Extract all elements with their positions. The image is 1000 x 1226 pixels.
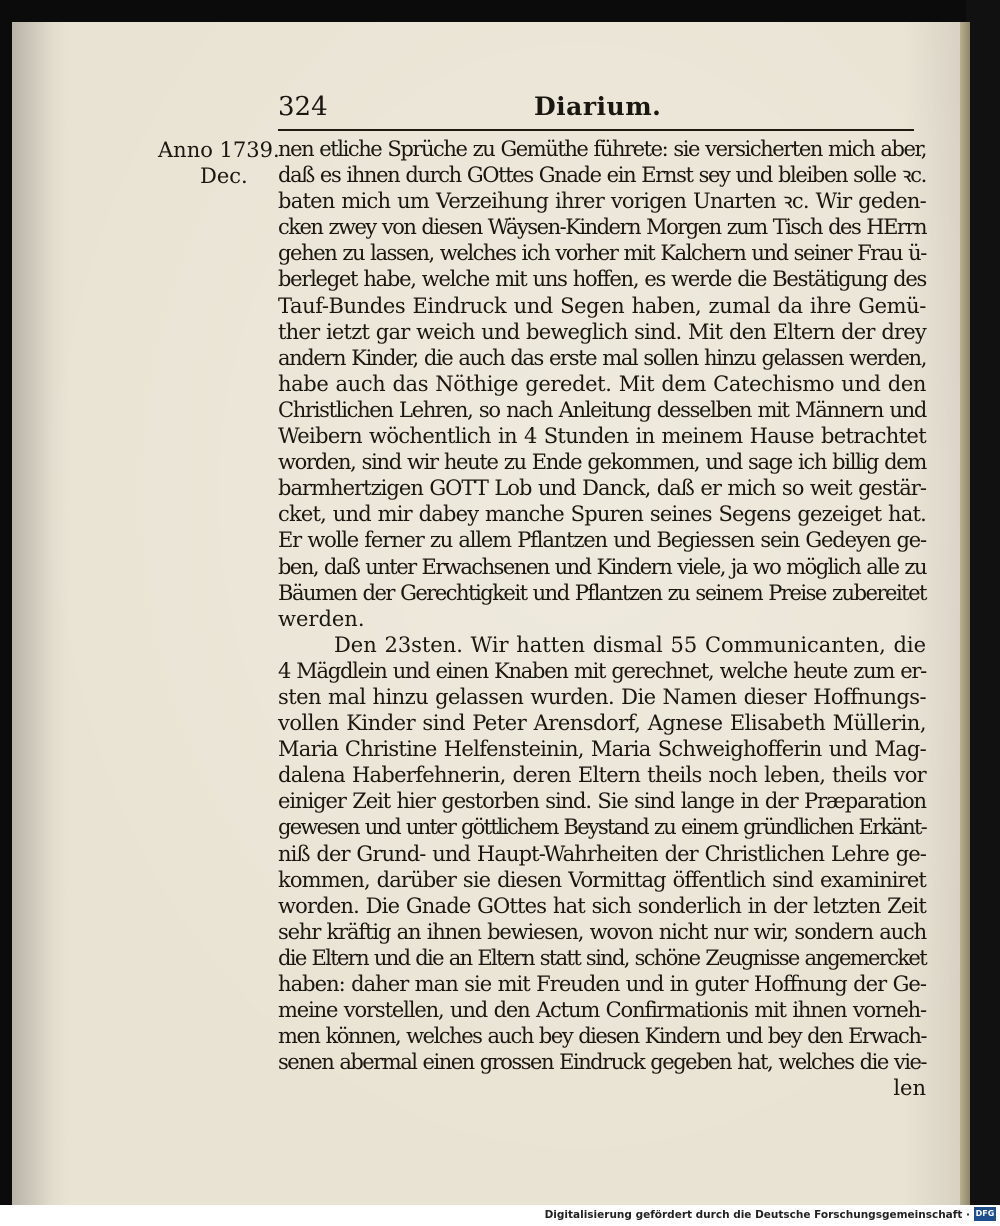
text-line: die Eltern und die an Eltern statt sind, schöne Zeugnisse angemercket bbox=[278, 945, 926, 970]
digitization-credit: Digitalisierung gefördert durch die Deutsche Forschungsgemeinschaft · bbox=[544, 1209, 970, 1221]
text-line: werden. bbox=[278, 606, 365, 631]
scan-border-top bbox=[0, 0, 1000, 22]
text-line: gewesen und unter göttlichem Beystand zu einem gründlichen Erkänt- bbox=[278, 815, 926, 840]
text-line: andern Kinder, die auch das erste mal sollen hinzu gelassen werden, bbox=[278, 345, 926, 370]
text-line: gehen zu lassen, welches ich vorher mit Kalchern und seiner Frau ü- bbox=[278, 241, 926, 266]
gutter-shadow bbox=[12, 22, 52, 1205]
text-line: men können, welches auch bey diesen Kindern und bey den Erwach- bbox=[278, 1024, 926, 1049]
text-line: meine vorstellen, und den Actum Confirmationis mit ihnen vorneh- bbox=[278, 998, 926, 1023]
text-line: Weibern wöchentlich in 4 Stunden in meinem Hause betrachtet bbox=[278, 424, 926, 449]
text-line: ben, daß unter Erwachsenen und Kindern viele, ja wo möglich alle zu bbox=[278, 554, 926, 579]
text-line: cket, und mir dabey manche Spuren seines Segens gezeiget hat. bbox=[278, 502, 926, 527]
text-line: einiger Zeit hier gestorben sind. Sie sind lange in der Præparation bbox=[278, 789, 926, 814]
text-line: Tauf-Bundes Eindruck und Segen haben, zumal da ihre Gemü- bbox=[278, 293, 926, 318]
text-line: vollen Kinder sind Peter Arensdorf, Agnese Elisabeth Müllerin, bbox=[278, 711, 926, 736]
text-line: worden. Die Gnade GOttes hat sich sonderlich in der letzten Zeit bbox=[278, 893, 926, 918]
text-line: 4 Mägdlein und einen Knaben mit gerechnet, welche heute zum er- bbox=[278, 658, 926, 683]
text-line: sehr kräftig an ihnen bewiesen, wovon nicht nur wir, sondern auch bbox=[278, 919, 926, 944]
text-line: ther ietzt gar weich und beweglich sind. Mit den Eltern der drey bbox=[278, 319, 926, 344]
text-line: nen etliche Sprüche zu Gemüthe führete: sie versicherten mich aber, bbox=[278, 137, 926, 161]
page-edge bbox=[960, 22, 970, 1205]
page-number: 324 bbox=[278, 92, 328, 122]
body-text bbox=[278, 136, 926, 1101]
text-line: daß es ihnen durch GOttes Gnade ein Ernst sey und bleiben solle ꝛc. bbox=[278, 163, 926, 188]
running-head: Diarium. bbox=[534, 92, 662, 121]
text-line: barmhertzigen GOTT Lob und Danck, daß er mich so weit gestär- bbox=[278, 476, 926, 501]
text-line: baten mich um Verzeihung ihrer vorigen Unarten ꝛc. Wir geden- bbox=[278, 189, 926, 214]
scan-border-left bbox=[0, 0, 12, 1205]
text-line: Den 23sten. Wir hatten dismal 55 Communicanten, die bbox=[334, 632, 926, 657]
text-line: sten mal hinzu gelassen wurden. Die Namen dieser Hoffnungs- bbox=[278, 684, 926, 709]
text-line: dalena Haberfehnerin, deren Eltern theils noch leben, theils vor bbox=[278, 763, 926, 788]
margin-note-month: Dec. bbox=[200, 164, 248, 188]
text-line: cken zwey von diesen Wäysen-Kindern Morgen zum Tisch des HErrn bbox=[278, 215, 926, 240]
text-line: berleget habe, welche mit uns hoffen, es werde die Bestätigung des bbox=[278, 267, 926, 292]
text-line: Maria Christine Helfensteinin, Maria Schweighofferin und Mag- bbox=[278, 737, 926, 762]
text-line: niß der Grund- und Haupt-Wahrheiten der Christlichen Lehre ge- bbox=[278, 841, 926, 866]
text-line: habe auch das Nöthige geredet. Mit dem Catechismo und den bbox=[278, 371, 926, 396]
text-line: Bäumen der Gerechtigkeit und Pflantzen zu seinem Preise zubereitet bbox=[278, 580, 926, 605]
dfg-logo: DFG bbox=[974, 1207, 996, 1221]
text-line: Christlichen Lehren, so nach Anleitung desselben mit Männern und bbox=[278, 397, 926, 422]
text-line: haben: daher man sie mit Freuden und in guter Hoffnung der Ge- bbox=[278, 972, 926, 996]
header-rule bbox=[278, 129, 914, 131]
text-line: worden, sind wir heute zu Ende gekommen, und sage ich billig dem bbox=[278, 450, 926, 475]
text-line: kommen, darüber sie diesen Vormittag öffentlich sind examiniret bbox=[278, 867, 926, 892]
scan-border-right bbox=[966, 0, 1000, 1205]
catchword: len bbox=[893, 1076, 926, 1101]
text-line: senen abermal einen grossen Eindruck gegeben hat, welches die vie- bbox=[278, 1050, 926, 1075]
text-line: Er wolle ferner zu allem Pflantzen und Begiessen sein Gedeyen ge- bbox=[278, 528, 926, 553]
page-header bbox=[278, 88, 918, 128]
margin-note-year: Anno 1739. bbox=[158, 138, 280, 162]
